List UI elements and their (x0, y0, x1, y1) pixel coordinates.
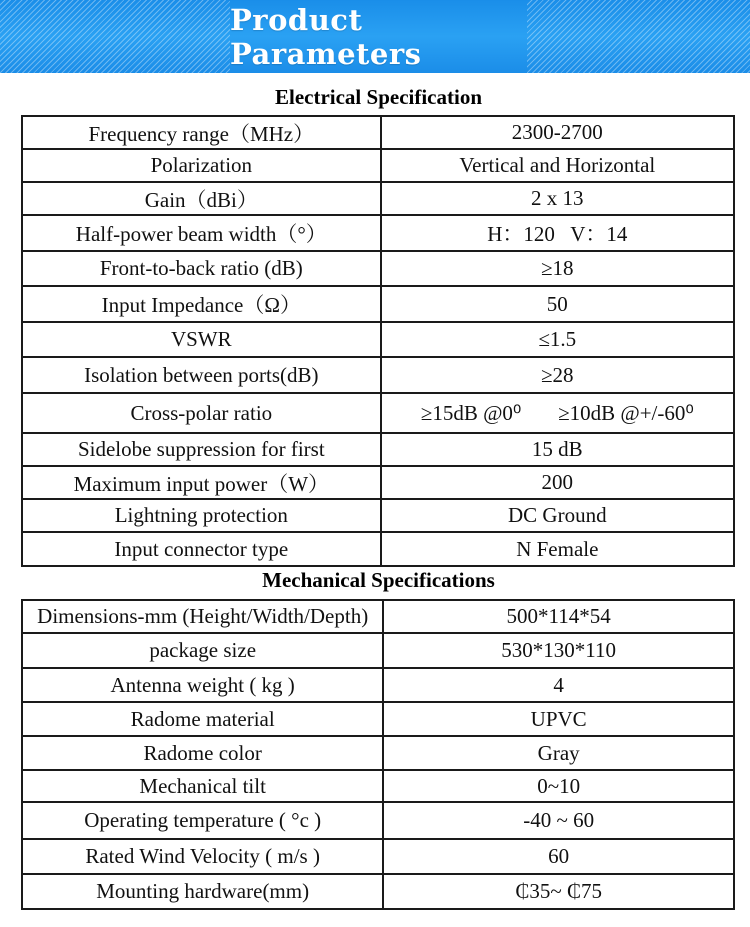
electrical-spec-table (21, 115, 735, 567)
mechanical-spec-table (21, 599, 735, 910)
spec-value: DC Ground (381, 499, 734, 532)
spec-value: ≥28 (381, 357, 734, 393)
banner-stripes-left (0, 0, 230, 73)
spec-label: package size (22, 633, 383, 668)
spec-row (22, 322, 734, 357)
spec-value: 15 dB (381, 433, 734, 466)
spec-value: ₵35~ ₵75 (383, 874, 734, 909)
spec-label: Input connector type (22, 532, 381, 566)
spec-label: Gain（dBi） (22, 182, 381, 215)
spec-label: VSWR (22, 322, 381, 357)
spec-label: Rated Wind Velocity ( m/s ) (22, 839, 383, 874)
spec-value: ≤1.5 (381, 322, 734, 357)
spec-row (22, 600, 734, 633)
spec-value: Gray (383, 736, 734, 770)
spec-label: Lightning protection (22, 499, 381, 532)
spec-row (22, 802, 734, 839)
section-title-mechanical: Mechanical Specifications (262, 568, 495, 592)
spec-label: Input Impedance（Ω） (22, 286, 381, 322)
spec-value: 2 x 13 (381, 182, 734, 215)
spec-label: Front-to-back ratio (dB) (22, 251, 381, 286)
spec-label: Radome color (22, 736, 383, 770)
spec-label: Mounting hardware(mm) (22, 874, 383, 909)
spec-row (22, 393, 734, 433)
spec-row (22, 702, 734, 736)
spec-row (22, 182, 734, 215)
spec-value: 0~10 (383, 770, 734, 802)
spec-row (22, 770, 734, 802)
spec-value: N Female (381, 532, 734, 566)
spec-row (22, 532, 734, 566)
spec-row (22, 874, 734, 909)
spec-label: Radome material (22, 702, 383, 736)
spec-label: Mechanical tilt (22, 770, 383, 802)
spec-value: 500*114*54 (383, 600, 734, 633)
spec-value: UPVC (383, 702, 734, 736)
spec-value: 200 (381, 466, 734, 499)
spec-value: H：120 V：14 (381, 215, 734, 251)
spec-row (22, 499, 734, 532)
spec-row (22, 633, 734, 668)
spec-value: 2300-2700 (381, 116, 734, 149)
spec-label: Antenna weight ( kg ) (22, 668, 383, 702)
spec-row (22, 433, 734, 466)
spec-row (22, 116, 734, 149)
spec-row (22, 286, 734, 322)
spec-label: Maximum input power（W） (22, 466, 381, 499)
spec-value: 50 (381, 286, 734, 322)
spec-label: Cross-polar ratio (22, 393, 381, 433)
spec-value: ≥15dB @0⁰ ≥10dB @+/-60⁰ (381, 393, 734, 433)
spec-value: Vertical and Horizontal (381, 149, 734, 182)
spec-label: Frequency range（MHz） (22, 116, 381, 149)
spec-label: Operating temperature ( °c ) (22, 802, 383, 839)
spec-value: ≥18 (381, 251, 734, 286)
spec-label: Dimensions-mm (Height/Width/Depth) (22, 600, 383, 633)
spec-row (22, 215, 734, 251)
header-banner (0, 0, 750, 73)
spec-value: 530*130*110 (383, 633, 734, 668)
spec-label: Sidelobe suppression for first (22, 433, 381, 466)
spec-row (22, 466, 734, 499)
spec-row (22, 839, 734, 874)
spec-row (22, 736, 734, 770)
spec-value: 4 (383, 668, 734, 702)
spec-row (22, 357, 734, 393)
spec-row (22, 251, 734, 286)
spec-value: 60 (383, 839, 734, 874)
banner-title: Product Parameters (230, 2, 422, 71)
spec-label: Isolation between ports(dB) (22, 357, 381, 393)
spec-row (22, 149, 734, 182)
spec-row (22, 668, 734, 702)
banner-stripes-right (527, 0, 750, 73)
section-title-electrical: Electrical Specification (274, 85, 483, 109)
spec-label: Polarization (22, 149, 381, 182)
spec-value: -40 ~ 60 (383, 802, 734, 839)
spec-label: Half-power beam width（°） (22, 215, 381, 251)
